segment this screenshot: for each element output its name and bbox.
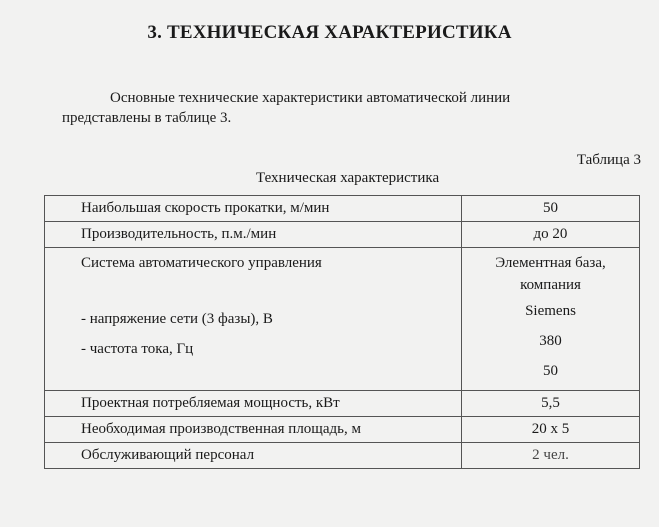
spec-table: [44, 195, 640, 469]
intro-line-2: представлены в таблице 3.: [62, 110, 232, 126]
value-cell: 50: [462, 196, 640, 222]
table-row: [45, 417, 640, 443]
frequency-label: - частота тока, Гц: [81, 341, 194, 357]
table-row: [45, 222, 640, 248]
table-row: [45, 443, 640, 469]
param-cell: [45, 248, 462, 391]
intro-line-1: Основные технические характеристики автоматической линии: [110, 90, 511, 106]
param-cell: Необходимая производственная площадь, м: [45, 417, 462, 443]
control-system-label: Система автоматического управления: [81, 255, 322, 271]
control-system-value-line2: Siemens: [525, 303, 576, 319]
table-caption: Техническая характеристика: [256, 170, 440, 186]
value-cell: 20 х 5: [462, 417, 640, 443]
voltage-value: 380: [539, 333, 562, 349]
frequency-value: 50: [543, 363, 558, 379]
table-row: [45, 248, 640, 391]
table-label: Таблица 3: [576, 152, 641, 168]
intro-paragraph: [62, 88, 622, 128]
value-cell: [462, 248, 640, 391]
value-cell: до 20: [462, 222, 640, 248]
value-cell: 5,5: [462, 391, 640, 417]
param-cell: Обслуживающий персонал: [45, 443, 462, 469]
param-cell: Наибольшая скорость прокатки, м/мин: [45, 196, 462, 222]
param-cell: Проектная потребляемая мощность, кВт: [45, 391, 462, 417]
table-row: [45, 391, 640, 417]
value-cell: 2 чел.: [462, 443, 640, 469]
param-cell: Производительность, п.м./мин: [45, 222, 462, 248]
voltage-label: - напряжение сети (3 фазы), В: [81, 311, 273, 327]
section-heading: 3. ТЕХНИЧЕСКАЯ ХАРАКТЕРИСТИКА: [147, 22, 512, 43]
table-row: [45, 196, 640, 222]
control-system-value-line1: Элементная база, компания: [495, 255, 606, 293]
